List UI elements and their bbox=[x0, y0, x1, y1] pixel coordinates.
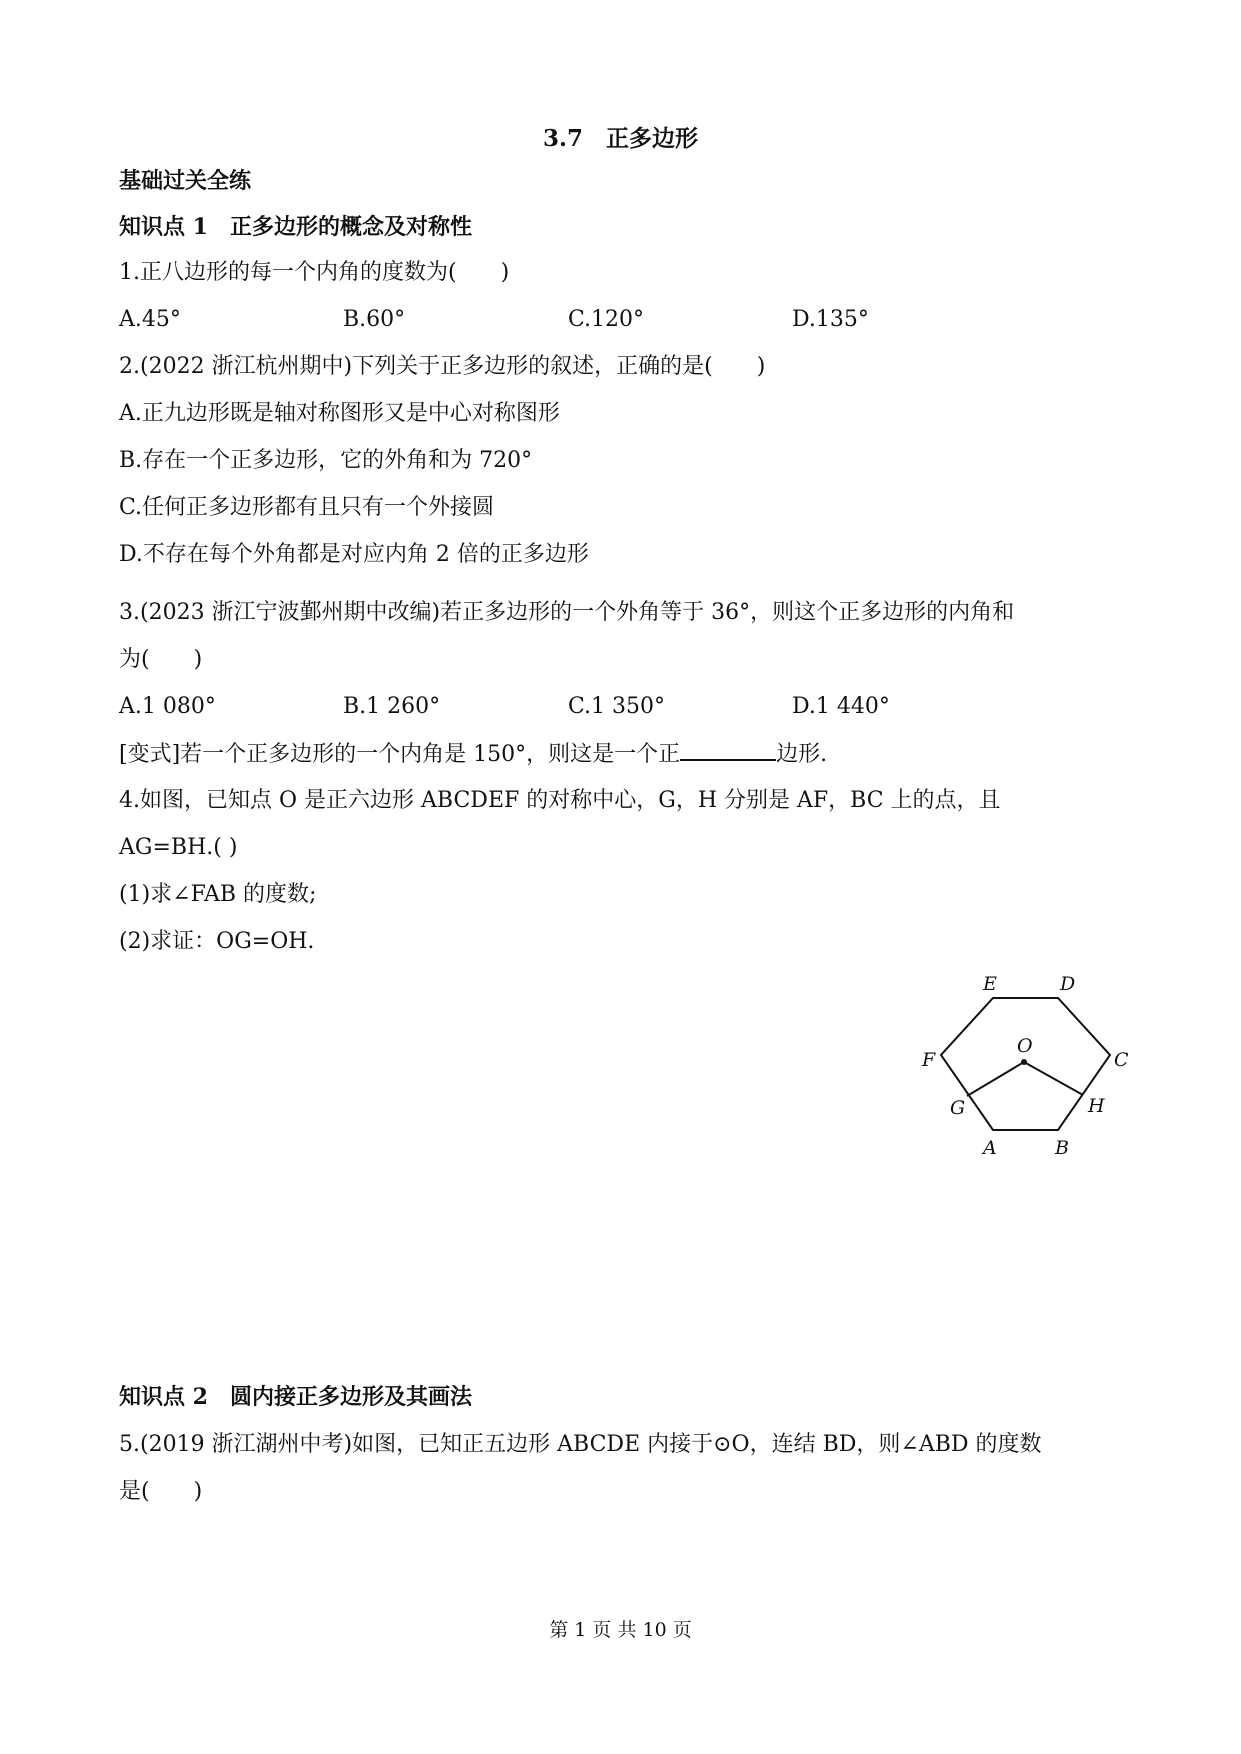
label-o: O bbox=[1017, 1035, 1033, 1057]
q3-variant-prefix: [变式]若一个正多边形的一个内角是 150°，则这是一个正 bbox=[119, 742, 681, 767]
q2-option-b: B.存在一个正多边形，它的外角和为 720° bbox=[119, 448, 533, 473]
question-1-stem: 1.正八边形的每一个内角的度数为( ) bbox=[119, 260, 510, 285]
segment-og bbox=[967, 1062, 1024, 1096]
center-point-o bbox=[1021, 1059, 1027, 1065]
q3-option-b: B.1 260° bbox=[343, 694, 441, 719]
q3-option-d: D.1 440° bbox=[792, 694, 890, 719]
q3-variant-suffix: 边形. bbox=[776, 742, 828, 767]
q2-option-d: D.不存在每个外角都是对应内角 2 倍的正多边形 bbox=[119, 542, 589, 567]
label-a: A bbox=[983, 1137, 997, 1159]
question-3-stem-line1: 3.(2023 浙江宁波鄞州期中改编)若正多边形的一个外角等于 36°，则这个正多边形的内角和 bbox=[119, 600, 1015, 625]
segment-oh bbox=[1024, 1062, 1083, 1095]
q2-option-a: A.正九边形既是轴对称图形又是中心对称图形 bbox=[119, 401, 560, 426]
q3-variant bbox=[119, 739, 827, 770]
label-c: C bbox=[1114, 1049, 1129, 1071]
q1-option-c: C.120° bbox=[568, 307, 645, 332]
section-heading: 基础过关全练 bbox=[119, 168, 252, 194]
q4-part-2: (2)求证：OG=OH. bbox=[119, 929, 315, 954]
question-3-stem-line2: 为( ) bbox=[119, 647, 203, 672]
q1-option-a: A.45° bbox=[119, 307, 181, 332]
label-f: F bbox=[922, 1049, 936, 1071]
question-5-stem-line1: 5.(2019 浙江湖州中考)如图，已知正五边形 ABCDE 内接于⊙O，连结 BD，则∠ABD 的度数 bbox=[119, 1432, 1042, 1457]
q1-option-b: B.60° bbox=[343, 307, 406, 332]
q2-option-c: C.任何正多边形都有且只有一个外接圆 bbox=[119, 495, 495, 520]
page-title: 3.7 正多边形 bbox=[542, 125, 698, 152]
label-d: D bbox=[1060, 973, 1076, 995]
question-5-stem-line2: 是( ) bbox=[119, 1479, 203, 1504]
question-4-stem-line2: AG=BH.( ) bbox=[119, 835, 238, 860]
q3-option-c: C.1 350° bbox=[568, 694, 666, 719]
knowledge-point-1: 知识点 1 正多边形的概念及对称性 bbox=[119, 214, 472, 240]
label-g: G bbox=[950, 1097, 966, 1119]
q1-option-d: D.135° bbox=[792, 307, 869, 332]
q3-option-a: A.1 080° bbox=[119, 694, 216, 719]
hexagon-figure bbox=[920, 970, 1130, 1170]
question-2-stem: 2.(2022 浙江杭州期中)下列关于正多边形的叙述，正确的是( ) bbox=[119, 354, 766, 379]
q4-part-1: (1)求∠FAB 的度数; bbox=[119, 882, 317, 907]
question-4-stem-line1: 4.如图，已知点 O 是正六边形 ABCDEF 的对称中心，G，H 分别是 AF，BC 上的点，且 bbox=[119, 788, 1001, 813]
label-h: H bbox=[1088, 1095, 1105, 1117]
knowledge-point-2: 知识点 2 圆内接正多边形及其画法 bbox=[119, 1384, 472, 1410]
label-b: B bbox=[1055, 1137, 1069, 1159]
page-footer: 第 1 页 共 10 页 bbox=[549, 1619, 692, 1641]
label-e: E bbox=[983, 973, 997, 995]
answer-blank bbox=[680, 739, 776, 761]
